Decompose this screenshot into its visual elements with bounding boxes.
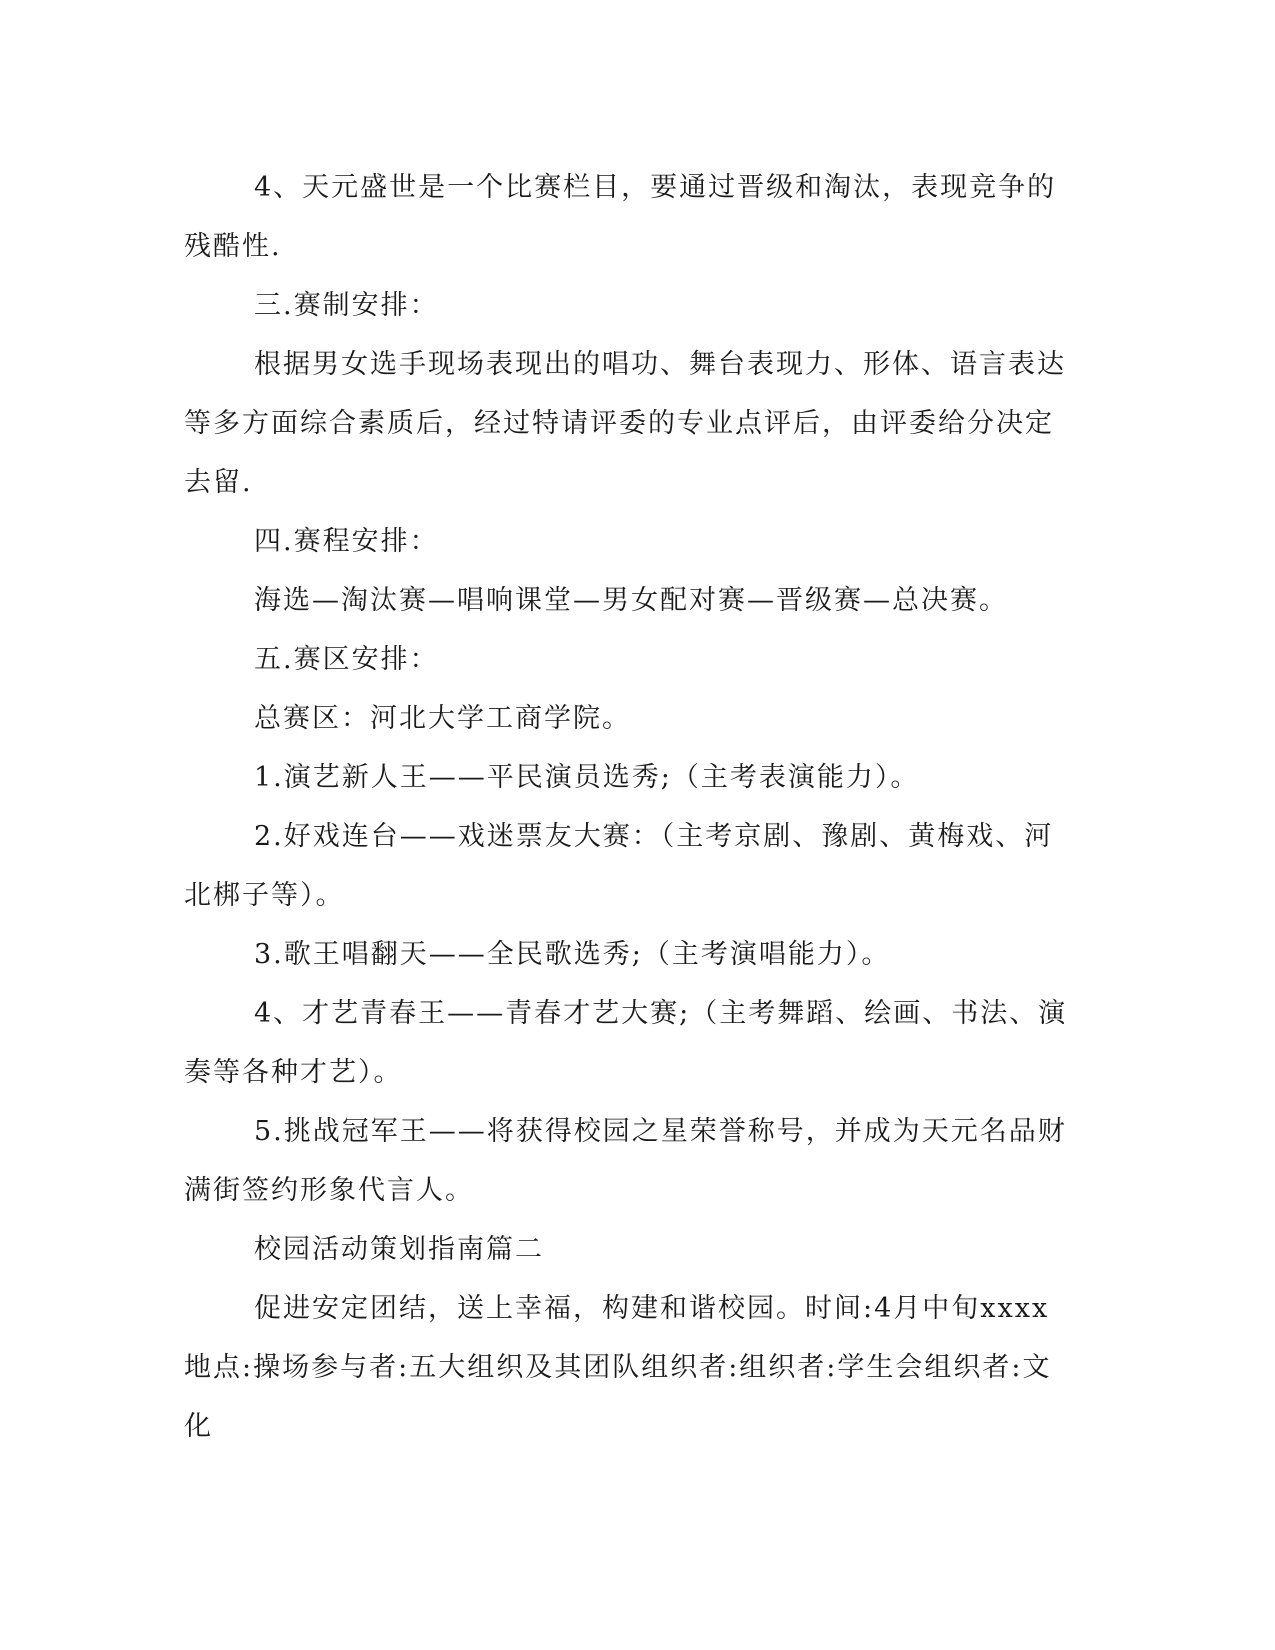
list-item-talent: 4、才艺青春王——青春才艺大赛;（主考舞蹈、绘画、书法、演奏等各种才艺）。 [184, 998, 1068, 1088]
heading-divisions: 五.赛区安排： [254, 644, 439, 675]
heading-format: 三.赛制安排： [254, 290, 439, 321]
paragraph-schedule-detail: 海选—淘汰赛—唱响课堂—男女配对赛—晋级赛—总决赛。 [254, 585, 1008, 616]
list-item-champion: 5.挑战冠军王——将获得校园之星荣誉称号，并成为天元名品财满街签约形象代言人。 [184, 1116, 1067, 1206]
paragraph-main-division: 总赛区：河北大学工商学院。 [254, 703, 631, 734]
paragraph-format-detail: 根据男女选手现场表现出的唱功、舞台表现力、形体、语言表达等多方面综合素质后，经过特请评委的专业点评后，由评委给分决定去留. [184, 349, 1066, 498]
section-title-part-two: 校园活动策划指南篇二 [254, 1234, 544, 1265]
paragraph-competition-nature: 4、天元盛世是一个比赛栏目，要通过晋级和淘汰，表现竞争的残酷性. [184, 172, 1057, 262]
list-item-opera: 2.好戏连台——戏迷票友大赛：（主考京剧、豫剧、黄梅戏、河北梆子等）。 [184, 821, 1054, 911]
document-body [184, 158, 1070, 1456]
list-item-acting: 1.演艺新人王——平民演员选秀;（主考表演能力）。 [254, 762, 920, 793]
paragraph-part-two-intro: 促进安定团结，送上幸福，构建和谐校园。时间:4月中旬xxxx地点:操场参与者:五大组织及其团队组织者:组织者:学生会组织者:文化 [184, 1293, 1052, 1442]
heading-schedule: 四.赛程安排： [254, 526, 439, 557]
list-item-singing: 3.歌王唱翻天——全民歌选秀;（主考演唱能力）。 [254, 939, 891, 970]
